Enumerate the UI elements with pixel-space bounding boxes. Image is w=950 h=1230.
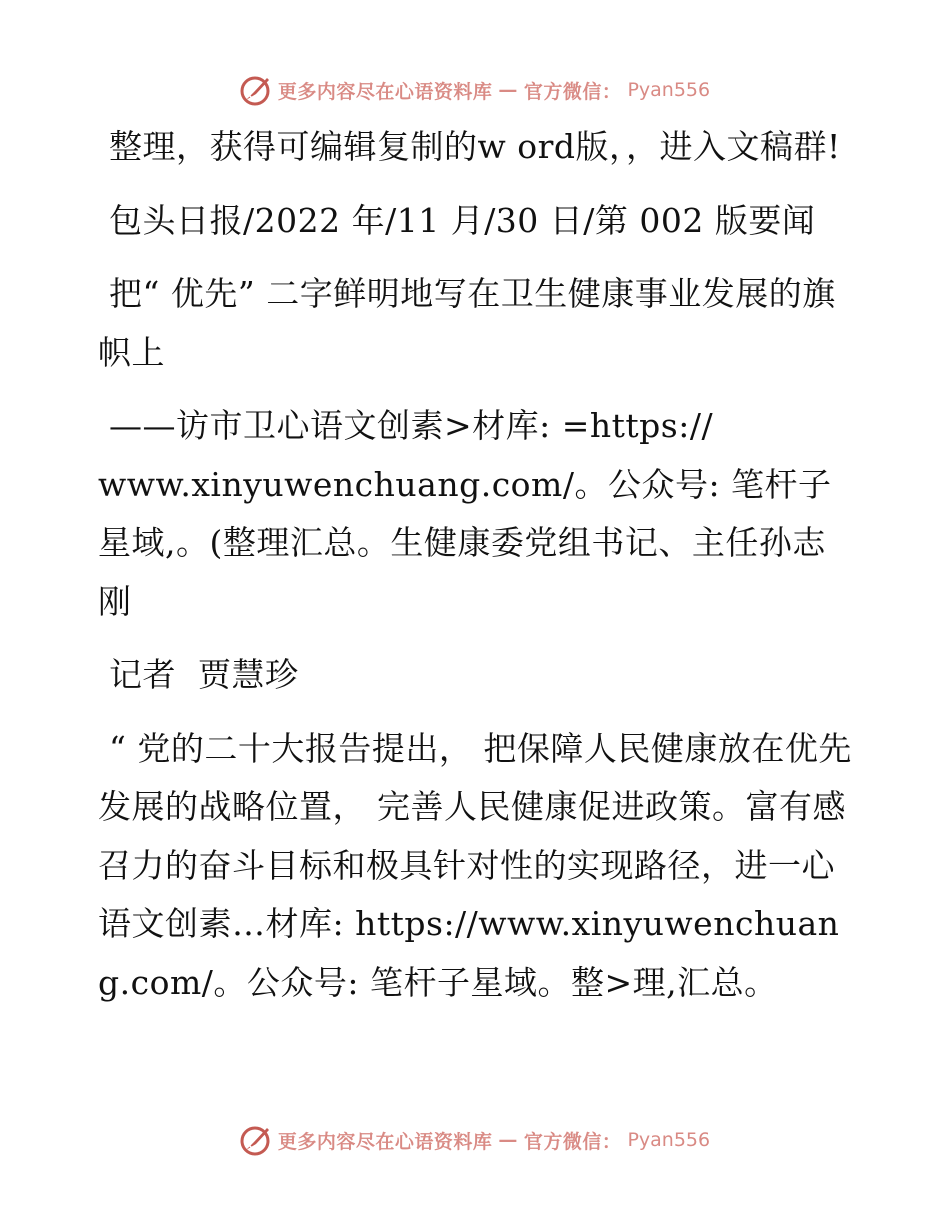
- footer-banner-text: 更多内容尽在心语资料库: [277, 1130, 493, 1153]
- header-banner-text: 更多内容尽在心语资料库: [277, 80, 493, 103]
- footer-wechat-label: 官方微信：: [523, 1130, 622, 1153]
- subtitle-line-1: ——访市卫心语文创素>材库: =https://: [98, 406, 714, 445]
- header-banner-dash: —: [498, 79, 518, 101]
- document-body: [98, 118, 858, 1012]
- footer-banner: [0, 1120, 950, 1160]
- intro-paragraph: 整理，获得可编辑复制的w ord版，，进入文稿群!: [98, 127, 841, 166]
- footer-wechat-id: Pyan556: [627, 1129, 711, 1151]
- quill-logo-icon: [240, 74, 272, 106]
- header-wechat-label: 官方微信：: [523, 80, 622, 103]
- header-wechat-id: Pyan556: [627, 79, 711, 101]
- footer-banner-dash: —: [498, 1129, 518, 1151]
- reporter-line: 记者 贾慧珍: [98, 655, 299, 694]
- article-title: 把“ 优先” 二字鲜明地写在卫生健康事业发展的旗帜上: [98, 274, 836, 372]
- source-line: 包头日报/2022 年/11 月/30 日/第 002 版要闻: [98, 200, 816, 240]
- quill-logo-icon: [240, 1124, 272, 1156]
- header-banner: [0, 70, 950, 110]
- body-paragraph: “ 党的二十大报告提出， 把保障人民健康放在优先发展的战略位置， 完善人民健康促进政策。富有感召力的奋斗目标和极具针对性的实现路径，进一心语文创素…材库: https://www.xinyuwenchuang.com/。公众号: 笔杆子星域。整>理,汇总。: [98, 728, 852, 1002]
- subtitle-line-2: www.xinyuwenchuang.com/。公众号: 笔杆子星域,。(整理汇总。生健康委党组书记、主任孙志刚: [98, 464, 832, 621]
